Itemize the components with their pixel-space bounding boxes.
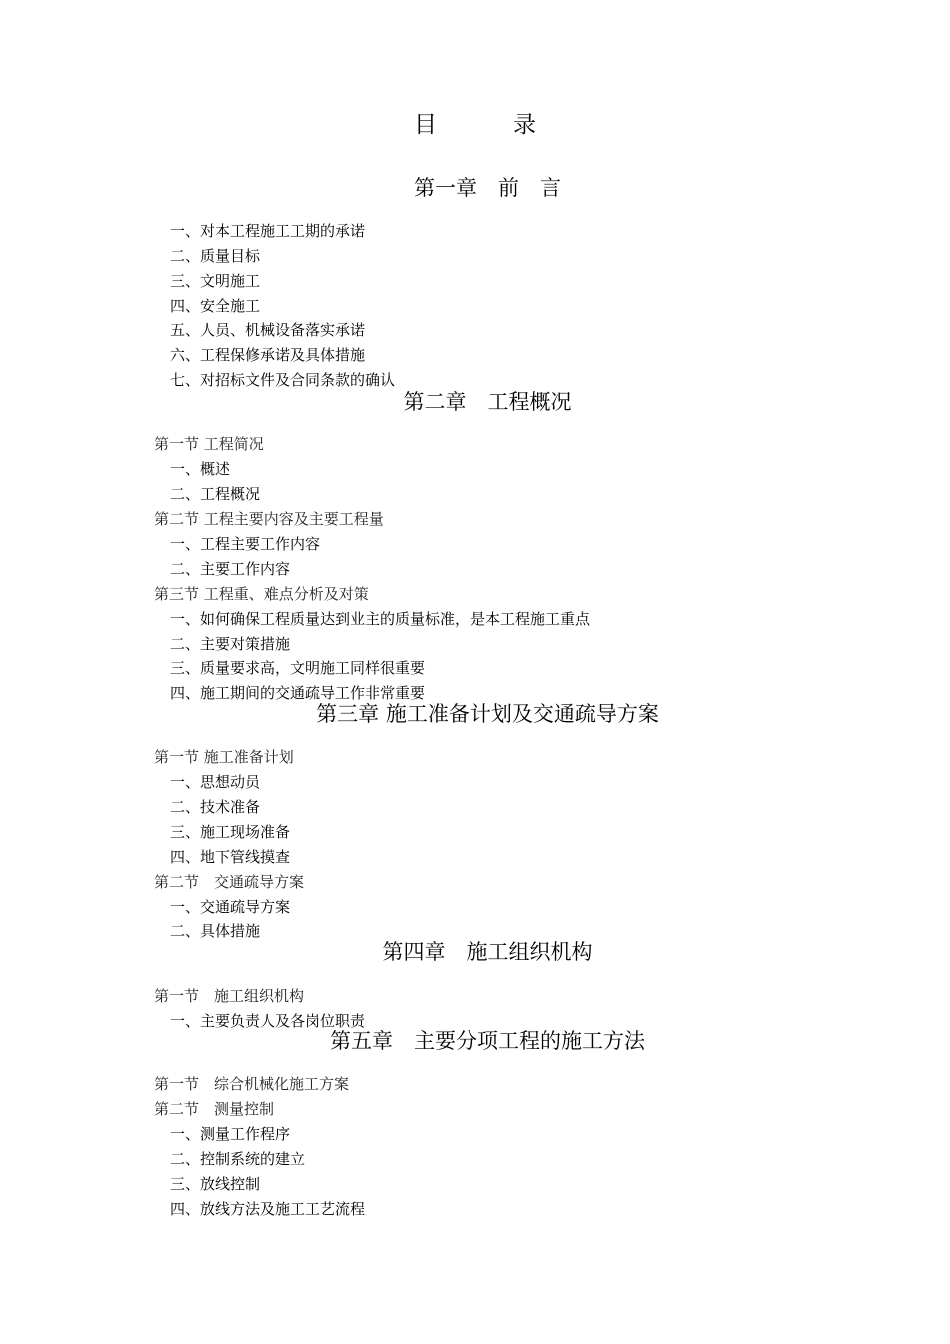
toc-chapter: 第一章 前 言 xyxy=(414,176,561,200)
toc-chapter: 第三章 施工准备计划及交通疏导方案 xyxy=(316,702,659,726)
toc-item: 三、文明施工 xyxy=(170,272,261,290)
toc-item: 二、质量目标 xyxy=(170,247,261,265)
toc-section: 第一节 综合机械化施工方案 xyxy=(154,1075,350,1093)
toc-item: 六、工程保修承诺及具体措施 xyxy=(170,346,366,364)
toc-item: 一、交通疏导方案 xyxy=(170,898,291,916)
toc-section: 第一节 施工准备计划 xyxy=(154,748,294,766)
toc-section: 第二节 交通疏导方案 xyxy=(154,873,305,891)
toc-item: 二、控制系统的建立 xyxy=(170,1150,306,1168)
toc-section: 第一节 工程简况 xyxy=(154,435,264,453)
toc-item: 三、质量要求高，文明施工同样很重要 xyxy=(170,659,426,677)
toc-item: 三、放线控制 xyxy=(170,1175,261,1193)
toc-item: 一、工程主要工作内容 xyxy=(170,535,321,553)
toc-section: 第一节 施工组织机构 xyxy=(154,987,305,1005)
toc-item: 二、具体措施 xyxy=(170,922,261,940)
toc-item: 四、地下管线摸查 xyxy=(170,848,291,866)
toc-item: 二、工程概况 xyxy=(170,485,261,503)
toc-item: 二、技术准备 xyxy=(170,798,261,816)
toc-chapter: 第五章 主要分项工程的施工方法 xyxy=(330,1029,645,1053)
toc-item: 一、测量工作程序 xyxy=(170,1125,291,1143)
toc-item: 四、施工期间的交通疏导工作非常重要 xyxy=(170,684,426,702)
page-title-right: 录 xyxy=(513,112,536,138)
toc-section: 第二节 测量控制 xyxy=(154,1100,275,1118)
page-title-left: 目 xyxy=(414,112,437,138)
toc-item: 一、如何确保工程质量达到业主的质量标准，是本工程施工重点 xyxy=(170,610,591,628)
toc-section: 第三节 工程重、难点分析及对策 xyxy=(154,585,369,603)
toc-item: 三、施工现场准备 xyxy=(170,823,291,841)
toc-item: 七、对招标文件及合同条款的确认 xyxy=(170,371,396,389)
toc-item: 一、思想动员 xyxy=(170,773,261,791)
toc-item: 二、主要工作内容 xyxy=(170,560,291,578)
toc-item: 一、概述 xyxy=(170,460,231,478)
page-title xyxy=(0,106,950,139)
toc-item: 二、主要对策措施 xyxy=(170,635,291,653)
toc-item: 一、主要负责人及各岗位职责 xyxy=(170,1012,366,1030)
toc-chapter: 第二章 工程概况 xyxy=(403,390,572,414)
toc-item: 一、对本工程施工工期的承诺 xyxy=(170,222,366,240)
toc-item: 四、安全施工 xyxy=(170,297,261,315)
toc-chapter: 第四章 施工组织机构 xyxy=(382,940,593,964)
toc-section: 第二节 工程主要内容及主要工程量 xyxy=(154,510,384,528)
toc-item: 五、人员、机械设备落实承诺 xyxy=(170,321,366,339)
toc-item: 四、放线方法及施工工艺流程 xyxy=(170,1200,366,1218)
